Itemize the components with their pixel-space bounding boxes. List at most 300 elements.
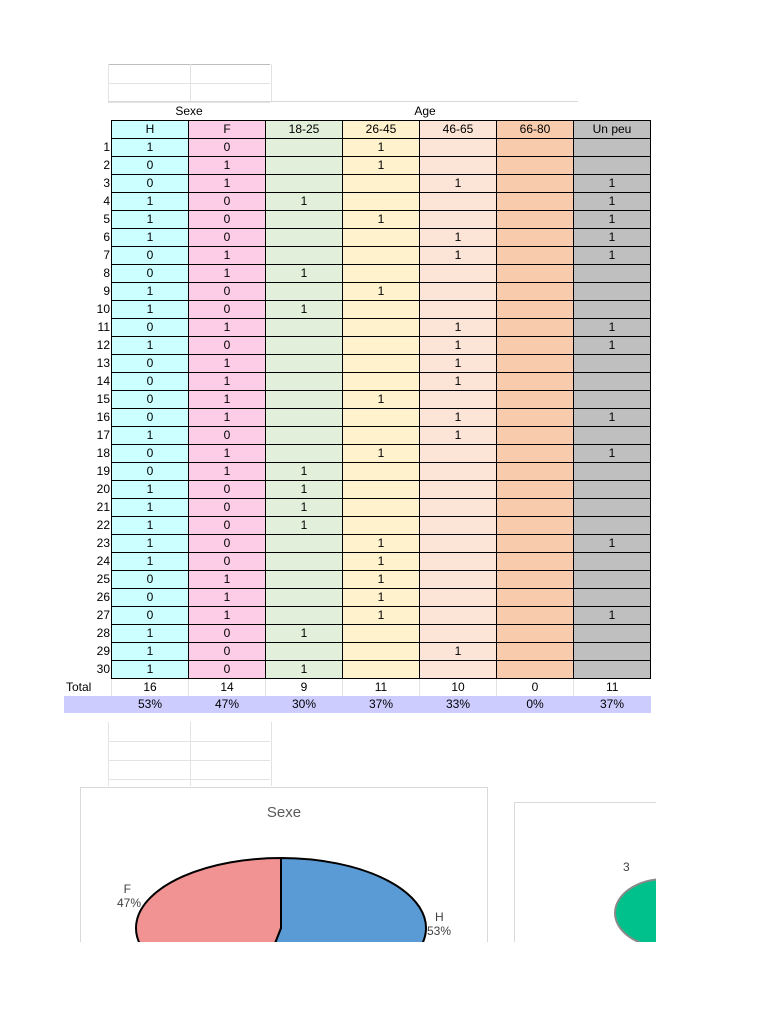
cell-age-46-65[interactable]: [420, 211, 497, 229]
blank-col: [271, 722, 272, 786]
cell-f[interactable]: 0: [189, 211, 266, 229]
cell-age-66-80[interactable]: [497, 463, 574, 481]
blank-row: [108, 760, 270, 780]
cell-age-18-25[interactable]: [266, 607, 343, 625]
cell-f[interactable]: 0: [189, 337, 266, 355]
cell-h[interactable]: 0: [112, 319, 189, 337]
cell-un-peu[interactable]: 1: [574, 229, 651, 247]
cell-age-46-65[interactable]: [420, 625, 497, 643]
cell-un-peu[interactable]: [574, 391, 651, 409]
cell-h[interactable]: 0: [112, 589, 189, 607]
cell-age-18-25[interactable]: [266, 589, 343, 607]
cell-age-46-65[interactable]: 1: [420, 337, 497, 355]
cell-age-66-80[interactable]: [497, 445, 574, 463]
cell-age-26-45[interactable]: [343, 175, 420, 193]
cell-age-46-65[interactable]: [420, 661, 497, 679]
cell-age-66-80[interactable]: [497, 265, 574, 283]
cell-age-66-80[interactable]: [497, 571, 574, 589]
cell-un-peu[interactable]: [574, 355, 651, 373]
cell-h[interactable]: 0: [112, 157, 189, 175]
row-number: 24: [96, 554, 110, 568]
row-number: 27: [96, 608, 110, 622]
blank-row: [108, 83, 270, 103]
cell-un-peu[interactable]: [574, 553, 651, 571]
cell-un-peu[interactable]: 1: [574, 247, 651, 265]
cell-age-66-80[interactable]: [497, 481, 574, 499]
row-number: 6: [103, 230, 110, 244]
cell-f[interactable]: 1: [189, 391, 266, 409]
cell-f[interactable]: 1: [189, 571, 266, 589]
cell-age-46-65[interactable]: [420, 391, 497, 409]
cell-age-46-65[interactable]: [420, 283, 497, 301]
cell-h[interactable]: 0: [112, 175, 189, 193]
cell-f[interactable]: 0: [189, 229, 266, 247]
table-row: [64, 625, 651, 643]
total-h[interactable]: 16: [112, 679, 189, 697]
cell-age-46-65[interactable]: [420, 265, 497, 283]
cell-un-peu[interactable]: 1: [574, 211, 651, 229]
cell-age-18-25[interactable]: 1: [266, 517, 343, 535]
cell-age-26-45[interactable]: 1: [343, 211, 420, 229]
cell-age-66-80[interactable]: [497, 337, 574, 355]
row-number: 30: [96, 662, 110, 676]
cell-un-peu[interactable]: [574, 373, 651, 391]
row-number: 25: [96, 572, 110, 586]
cell-age-66-80[interactable]: [497, 427, 574, 445]
cell-age-46-65[interactable]: [420, 517, 497, 535]
blank-row: [108, 741, 270, 761]
cell-h[interactable]: 1: [112, 337, 189, 355]
cell-h[interactable]: 0: [112, 355, 189, 373]
cell-h[interactable]: 1: [112, 193, 189, 211]
cell-age-46-65[interactable]: 1: [420, 373, 497, 391]
cell-f[interactable]: 0: [189, 139, 266, 157]
cell-un-peu[interactable]: [574, 517, 651, 535]
cell-age-18-25[interactable]: [266, 553, 343, 571]
cell-un-peu[interactable]: [574, 463, 651, 481]
cell-age-66-80[interactable]: [497, 589, 574, 607]
cell-age-18-25[interactable]: [266, 229, 343, 247]
cell-age-26-45[interactable]: 1: [343, 139, 420, 157]
total-age-66-80[interactable]: 0: [497, 679, 574, 697]
cell-age-66-80[interactable]: [497, 175, 574, 193]
row-number: 29: [96, 644, 110, 658]
cell-age-18-25[interactable]: [266, 373, 343, 391]
cell-h[interactable]: 0: [112, 463, 189, 481]
cell-age-26-45[interactable]: 1: [343, 535, 420, 553]
table-row: [64, 211, 651, 229]
cell-un-peu[interactable]: [574, 589, 651, 607]
pie-label-f: F: [123, 882, 131, 896]
cell-age-18-25[interactable]: [266, 571, 343, 589]
cell-age-46-65[interactable]: [420, 301, 497, 319]
total-age-18-25[interactable]: 9: [266, 679, 343, 697]
cell-age-46-65[interactable]: [420, 157, 497, 175]
table-row: [64, 409, 651, 427]
cell-age-18-25[interactable]: 1: [266, 481, 343, 499]
table-row: [64, 607, 651, 625]
cell-age-18-25[interactable]: [266, 175, 343, 193]
table-row: [64, 247, 651, 265]
column-header-age-66-80[interactable]: 66-80: [497, 121, 574, 139]
cell-f[interactable]: 0: [189, 553, 266, 571]
cell-h[interactable]: 1: [112, 301, 189, 319]
cell-age-46-65[interactable]: 1: [420, 409, 497, 427]
cell-age-26-45[interactable]: 1: [343, 553, 420, 571]
cell-age-66-80[interactable]: [497, 625, 574, 643]
row-number: 10: [96, 302, 110, 316]
cell-age-26-45[interactable]: [343, 301, 420, 319]
cell-age-46-65[interactable]: 1: [420, 643, 497, 661]
cell-h[interactable]: 1: [112, 661, 189, 679]
cell-age-18-25[interactable]: [266, 211, 343, 229]
row-number: 8: [103, 266, 110, 280]
cell-age-46-65[interactable]: 1: [420, 319, 497, 337]
cell-un-peu[interactable]: [574, 643, 651, 661]
chart2-slice: [615, 879, 656, 947]
cell-f[interactable]: 1: [189, 247, 266, 265]
cell-age-26-45[interactable]: [343, 319, 420, 337]
cell-age-26-45[interactable]: [343, 247, 420, 265]
cell-f[interactable]: 1: [189, 607, 266, 625]
cell-h[interactable]: 1: [112, 139, 189, 157]
cell-h[interactable]: 0: [112, 409, 189, 427]
cell-f[interactable]: 1: [189, 409, 266, 427]
cell-h[interactable]: 0: [112, 445, 189, 463]
sexe-pie-chart[interactable]: [80, 787, 488, 949]
page-bottom-margin: [0, 942, 768, 1024]
cell-age-66-80[interactable]: [497, 319, 574, 337]
cell-age-26-45[interactable]: [343, 625, 420, 643]
cell-f[interactable]: 1: [189, 355, 266, 373]
column-header-age-26-45[interactable]: 26-45: [343, 121, 420, 139]
cell-age-18-25[interactable]: [266, 427, 343, 445]
cell-age-46-65[interactable]: [420, 589, 497, 607]
cell-age-66-80[interactable]: [497, 301, 574, 319]
cell-age-66-80[interactable]: [497, 535, 574, 553]
cell-age-18-25[interactable]: [266, 337, 343, 355]
blank-row: [108, 64, 270, 84]
cell-age-26-45[interactable]: 1: [343, 571, 420, 589]
cell-h[interactable]: 0: [112, 247, 189, 265]
cell-un-peu[interactable]: [574, 301, 651, 319]
cell-h[interactable]: 1: [112, 625, 189, 643]
cell-un-peu[interactable]: [574, 481, 651, 499]
cell-f[interactable]: 0: [189, 499, 266, 517]
pie-pct-f: 47%: [116, 896, 141, 910]
cell-age-26-45[interactable]: [343, 229, 420, 247]
cell-un-peu[interactable]: 1: [574, 319, 651, 337]
cell-age-66-80[interactable]: [497, 373, 574, 391]
percentage-f[interactable]: 47%: [189, 696, 266, 713]
cell-un-peu[interactable]: [574, 283, 651, 301]
column-header-f[interactable]: F: [189, 121, 266, 139]
cell-f[interactable]: 0: [189, 517, 266, 535]
cell-h[interactable]: 0: [112, 265, 189, 283]
total-age-26-45[interactable]: 11: [343, 679, 420, 697]
cell-f[interactable]: 1: [189, 589, 266, 607]
cell-un-peu[interactable]: 1: [574, 445, 651, 463]
cell-age-18-25[interactable]: [266, 157, 343, 175]
cell-age-18-25[interactable]: 1: [266, 661, 343, 679]
row-number: 17: [96, 428, 110, 442]
row-number: 14: [96, 374, 110, 388]
cell-age-46-65[interactable]: [420, 607, 497, 625]
cell-age-66-80[interactable]: [497, 193, 574, 211]
cell-age-46-65[interactable]: [420, 571, 497, 589]
table-row: [64, 301, 651, 319]
table-row: [64, 643, 651, 661]
cell-h[interactable]: 0: [112, 607, 189, 625]
cell-age-46-65[interactable]: [420, 445, 497, 463]
cell-f[interactable]: 1: [189, 157, 266, 175]
cell-age-66-80[interactable]: [497, 211, 574, 229]
percentage-row-label: [64, 696, 112, 713]
cell-age-26-45[interactable]: [343, 499, 420, 517]
cell-f[interactable]: 1: [189, 319, 266, 337]
table-row: [64, 355, 651, 373]
table-row: [64, 175, 651, 193]
cell-h[interactable]: 1: [112, 211, 189, 229]
table-row: [64, 283, 651, 301]
cell-age-26-45[interactable]: 1: [343, 391, 420, 409]
cell-h[interactable]: 1: [112, 517, 189, 535]
cell-f[interactable]: 1: [189, 463, 266, 481]
percentage-age-18-25[interactable]: 30%: [266, 696, 343, 713]
row-number: 18: [96, 446, 110, 460]
table-row: [64, 319, 651, 337]
table-row: [64, 553, 651, 571]
cell-f[interactable]: 0: [189, 535, 266, 553]
cell-age-46-65[interactable]: 1: [420, 229, 497, 247]
cell-age-26-45[interactable]: [343, 643, 420, 661]
blank-row: [108, 722, 270, 742]
cell-h[interactable]: 1: [112, 229, 189, 247]
total-f[interactable]: 14: [189, 679, 266, 697]
cell-age-46-65[interactable]: 1: [420, 427, 497, 445]
cell-f[interactable]: 0: [189, 481, 266, 499]
age-pie-chart-partial[interactable]: [514, 802, 656, 949]
cell-age-26-45[interactable]: [343, 463, 420, 481]
table-row: [64, 445, 651, 463]
cell-age-26-45[interactable]: [343, 193, 420, 211]
cell-age-66-80[interactable]: [497, 661, 574, 679]
cell-f[interactable]: 1: [189, 175, 266, 193]
cell-un-peu[interactable]: 1: [574, 409, 651, 427]
percentage-un-peu[interactable]: 37%: [574, 696, 651, 713]
cell-age-18-25[interactable]: [266, 283, 343, 301]
cell-age-46-65[interactable]: [420, 139, 497, 157]
row-number: 15: [96, 392, 110, 406]
row-number: 4: [103, 194, 110, 208]
cell-age-46-65[interactable]: 1: [420, 355, 497, 373]
cell-h[interactable]: 1: [112, 499, 189, 517]
table-row: [64, 571, 651, 589]
cell-age-18-25[interactable]: [266, 643, 343, 661]
cell-h[interactable]: 1: [112, 283, 189, 301]
row-number: 1: [103, 140, 110, 154]
table-row: [64, 517, 651, 535]
cell-un-peu[interactable]: 1: [574, 337, 651, 355]
total-label[interactable]: Total: [64, 679, 112, 697]
cell-age-66-80[interactable]: [497, 607, 574, 625]
column-header-age-18-25[interactable]: 18-25: [266, 121, 343, 139]
cell-age-26-45[interactable]: [343, 373, 420, 391]
cell-age-18-25[interactable]: 1: [266, 463, 343, 481]
cell-age-46-65[interactable]: 1: [420, 175, 497, 193]
row-number: 2: [103, 158, 110, 172]
column-header-age-46-65[interactable]: 46-65: [420, 121, 497, 139]
cell-f[interactable]: 0: [189, 301, 266, 319]
cell-age-66-80[interactable]: [497, 517, 574, 535]
pie-svg-2: [515, 803, 656, 948]
blank-col: [271, 64, 272, 102]
table-row: [64, 481, 651, 499]
column-header-h[interactable]: H: [112, 121, 189, 139]
cell-h[interactable]: 0: [112, 571, 189, 589]
cell-age-18-25[interactable]: [266, 319, 343, 337]
total-row: [64, 679, 651, 697]
cell-f[interactable]: 0: [189, 661, 266, 679]
cell-f[interactable]: 1: [189, 445, 266, 463]
table-row: [64, 499, 651, 517]
cell-age-46-65[interactable]: [420, 499, 497, 517]
cell-age-46-65[interactable]: [420, 481, 497, 499]
cell-age-26-45[interactable]: [343, 337, 420, 355]
cell-age-26-45[interactable]: [343, 661, 420, 679]
cell-age-66-80[interactable]: [497, 157, 574, 175]
cell-un-peu[interactable]: 1: [574, 175, 651, 193]
table-row: [64, 265, 651, 283]
row-number: 22: [96, 518, 110, 532]
cell-h[interactable]: 1: [112, 427, 189, 445]
row-number: 9: [103, 284, 110, 298]
cell-age-26-45[interactable]: 1: [343, 157, 420, 175]
cell-age-66-80[interactable]: [497, 355, 574, 373]
cell-age-46-65[interactable]: [420, 535, 497, 553]
cell-age-18-25[interactable]: 1: [266, 301, 343, 319]
cell-un-peu[interactable]: [574, 661, 651, 679]
cell-age-26-45[interactable]: [343, 355, 420, 373]
cell-f[interactable]: 1: [189, 265, 266, 283]
cell-age-66-80[interactable]: [497, 553, 574, 571]
cell-f[interactable]: 0: [189, 283, 266, 301]
cell-age-26-45[interactable]: [343, 409, 420, 427]
row-number: 7: [103, 248, 110, 262]
cell-age-18-25[interactable]: [266, 247, 343, 265]
cell-age-66-80[interactable]: [497, 409, 574, 427]
cell-h[interactable]: 1: [112, 481, 189, 499]
cell-h[interactable]: 1: [112, 553, 189, 571]
table-row: [64, 427, 651, 445]
cell-age-66-80[interactable]: [497, 229, 574, 247]
cell-age-66-80[interactable]: [497, 643, 574, 661]
table-row: [64, 463, 651, 481]
row-number: 28: [96, 626, 110, 640]
cell-age-46-65[interactable]: [420, 193, 497, 211]
cell-f[interactable]: 0: [189, 625, 266, 643]
column-header-un-peu[interactable]: Un peu: [574, 121, 651, 139]
row-number: 26: [96, 590, 110, 604]
cell-age-18-25[interactable]: 1: [266, 265, 343, 283]
cell-un-peu[interactable]: [574, 139, 651, 157]
blank-col: [190, 722, 191, 786]
row-number: 20: [96, 482, 110, 496]
pie-label-h: H: [435, 910, 444, 924]
cell-un-peu[interactable]: [574, 265, 651, 283]
cell-h[interactable]: 0: [112, 391, 189, 409]
row-number-header[interactable]: [64, 121, 112, 139]
cell-age-46-65[interactable]: 1: [420, 247, 497, 265]
chart-title: Sexe: [266, 804, 302, 821]
cell-age-46-65[interactable]: [420, 553, 497, 571]
cell-un-peu[interactable]: 1: [574, 193, 651, 211]
cell-h[interactable]: 1: [112, 535, 189, 553]
column-header-row: [64, 121, 651, 139]
cell-age-18-25[interactable]: 1: [266, 499, 343, 517]
cell-un-peu[interactable]: [574, 571, 651, 589]
cell-age-26-45[interactable]: [343, 481, 420, 499]
cell-age-26-45[interactable]: [343, 517, 420, 535]
cell-age-26-45[interactable]: 1: [343, 607, 420, 625]
cell-un-peu[interactable]: [574, 499, 651, 517]
cell-age-66-80[interactable]: [497, 499, 574, 517]
cell-f[interactable]: 1: [189, 373, 266, 391]
row-number: 21: [96, 500, 110, 514]
cell-f[interactable]: 0: [189, 643, 266, 661]
cell-age-46-65[interactable]: [420, 463, 497, 481]
total-age-46-65[interactable]: 10: [420, 679, 497, 697]
cell-age-18-25[interactable]: [266, 391, 343, 409]
percentage-h[interactable]: 53%: [112, 696, 189, 713]
cell-age-26-45[interactable]: 1: [343, 283, 420, 301]
total-un-peu[interactable]: 11: [574, 679, 651, 697]
cell-age-26-45[interactable]: [343, 427, 420, 445]
pie-slice-f[interactable]: [136, 858, 281, 948]
percentage-row: [64, 696, 651, 713]
cell-age-18-25[interactable]: 1: [266, 625, 343, 643]
cell-un-peu[interactable]: 1: [574, 535, 651, 553]
group-header-sexe: Sexe: [175, 104, 203, 118]
cell-age-18-25[interactable]: [266, 409, 343, 427]
cell-un-peu[interactable]: [574, 427, 651, 445]
cell-h[interactable]: 0: [112, 373, 189, 391]
cell-age-18-25[interactable]: [266, 445, 343, 463]
cell-age-18-25[interactable]: 1: [266, 193, 343, 211]
cell-age-66-80[interactable]: [497, 283, 574, 301]
cell-un-peu[interactable]: [574, 625, 651, 643]
percentage-age-66-80[interactable]: 0%: [497, 696, 574, 713]
cell-un-peu[interactable]: [574, 157, 651, 175]
cell-f[interactable]: 0: [189, 427, 266, 445]
cell-h[interactable]: 1: [112, 643, 189, 661]
percentage-age-46-65[interactable]: 33%: [420, 696, 497, 713]
table-row: [64, 661, 651, 679]
cell-age-66-80[interactable]: [497, 391, 574, 409]
cell-age-18-25[interactable]: [266, 139, 343, 157]
cell-f[interactable]: 0: [189, 193, 266, 211]
cell-age-66-80[interactable]: [497, 139, 574, 157]
row-number: 3: [103, 176, 110, 190]
cell-age-26-45[interactable]: [343, 265, 420, 283]
cell-age-26-45[interactable]: 1: [343, 445, 420, 463]
cell-age-18-25[interactable]: [266, 355, 343, 373]
cell-age-66-80[interactable]: [497, 247, 574, 265]
cell-age-18-25[interactable]: [266, 535, 343, 553]
cell-un-peu[interactable]: 1: [574, 607, 651, 625]
percentage-age-26-45[interactable]: 37%: [343, 696, 420, 713]
cell-age-26-45[interactable]: 1: [343, 589, 420, 607]
